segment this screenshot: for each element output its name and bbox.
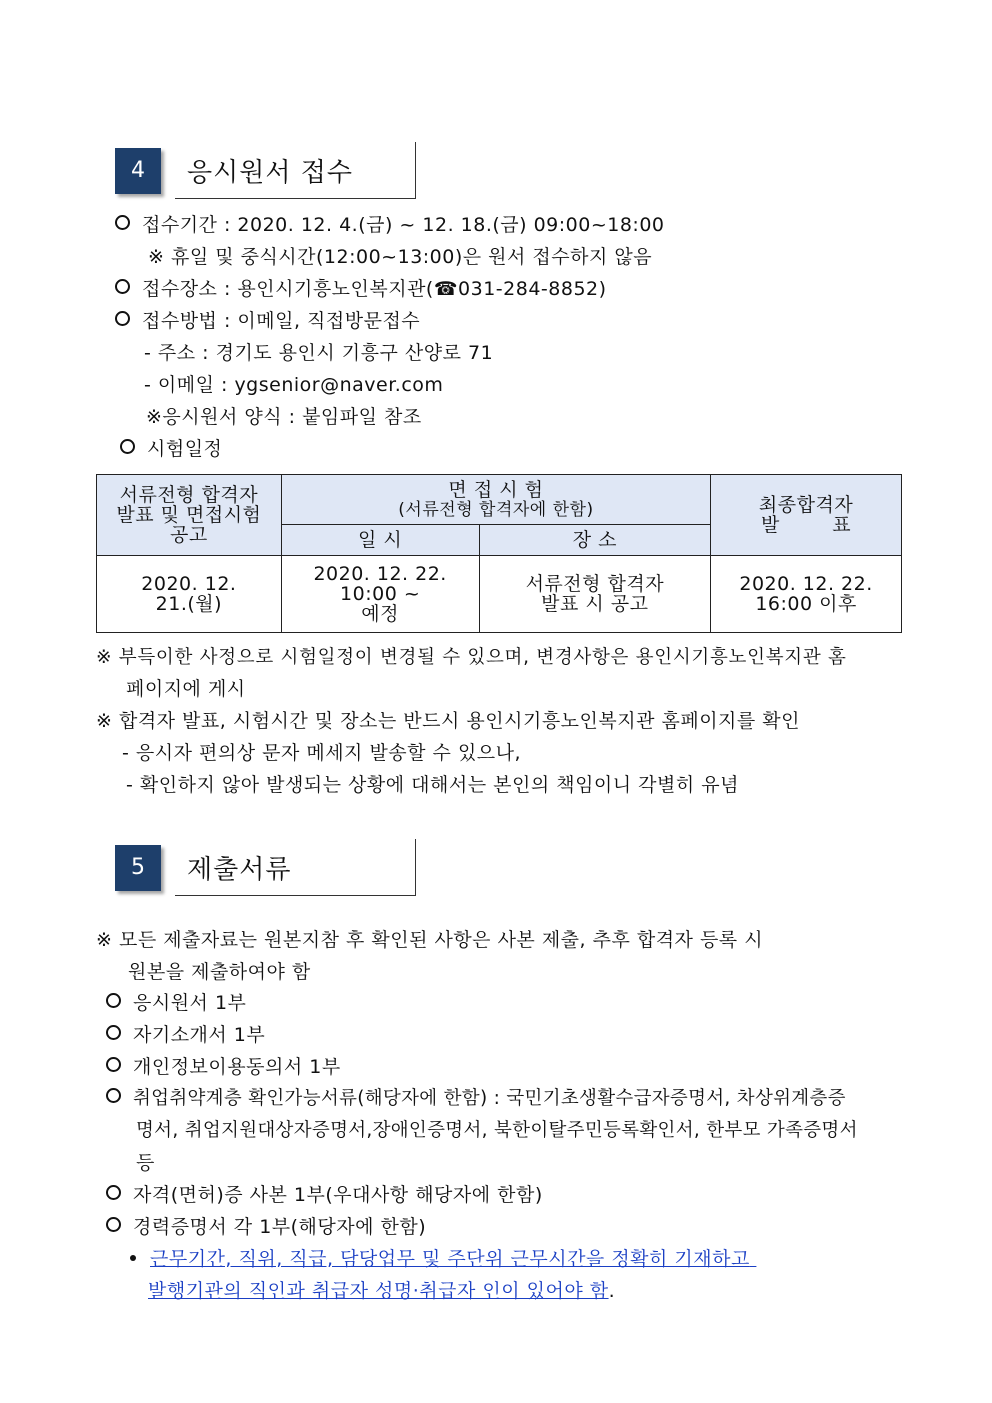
docs-note-line-2: 원본을 제출하여야 함 [128, 961, 311, 983]
doc-item-4-line-2: 명서, 취업지원대상자증명서,장애인증명서, 북한이탈주민등록확인서, 한부모 가족증명서 [136, 1120, 858, 1141]
notice-2: ※ 합격자 발표, 시험시간 및 장소는 반드시 용인시기흥노인복지관 홈페이지를 확인 [96, 710, 800, 732]
schedule-table [96, 474, 902, 633]
section-4-title: 응시원서 접수 [187, 158, 353, 188]
header-interview: 면 접 시 험 (서류전형 합격자에 한함) [281, 475, 710, 525]
circle-bullet-icon [120, 439, 135, 454]
circle-bullet-icon [115, 311, 130, 326]
circle-bullet-icon [106, 993, 121, 1008]
period-note: ※ 휴일 및 중식시간(12:00~13:00)은 원서 접수하지 않음 [148, 246, 653, 268]
schedule-label: 시험일정 [147, 438, 223, 460]
form-note: ※응시원서 양식 : 붙임파일 참조 [146, 406, 422, 428]
circle-bullet-icon [106, 1088, 121, 1103]
section-4-number: 4 [115, 148, 161, 194]
header-final-announce: 최종합격자 발 표 [711, 475, 902, 556]
doc-item-4-line-3: 등 [136, 1152, 155, 1174]
dot-bullet-icon [130, 1255, 136, 1261]
docs-note-line-1: ※ 모든 제출자료는 원본지참 후 확인된 사항은 사본 제출, 추후 합격자 등록 시 [96, 929, 764, 951]
doc-item-4-line-1: 취업취약계층 확인가능서류(해당자에 한함) : 국민기초생활수급자증명서, 차상위계층증 [106, 1084, 846, 1114]
email-line: - 이메일 : ygsenior@naver.com [144, 374, 444, 396]
cell-interview-place: 서류전형 합격자 발표 시 공고 [479, 556, 711, 633]
circle-bullet-icon [106, 1025, 121, 1040]
circle-bullet-icon [106, 1057, 121, 1072]
period-line [115, 210, 665, 240]
method-text: 접수방법 : 이메일, 직접방문접수 [142, 310, 421, 332]
doc-item-2: 자기소개서 1부 [106, 1020, 265, 1050]
place-prefix: 접수장소 : 용인시기흥노인복지관( [142, 278, 434, 300]
doc-item-3: 개인정보이용동의서 1부 [106, 1052, 341, 1082]
circle-bullet-icon [106, 1217, 121, 1232]
circle-bullet-icon [106, 1185, 121, 1200]
place-line [115, 274, 607, 304]
notice-2-b: - 확인하지 않아 발생되는 상황에 대해서는 본인의 책임이니 각별히 유념 [126, 774, 739, 796]
cell-doc-date: 2020. 12. 21.(월) [97, 556, 282, 633]
doc-item-6: 경력증명서 각 1부(해당자에 한함) [106, 1212, 426, 1242]
career-detail-line-2: 발행기관의 직인과 취급자 성명·취급자 인이 있어야 함. [148, 1280, 616, 1302]
header-date: 일 시 [281, 525, 479, 556]
place-phone: 031-284-8852) [458, 278, 607, 300]
cell-final-date: 2020. 12. 22. 16:00 이후 [711, 556, 902, 633]
header-place: 장 소 [479, 525, 711, 556]
section-4-header [115, 148, 425, 200]
section-5-number: 5 [115, 845, 161, 891]
notice-2-a: - 응시자 편의상 문자 메세지 발송할 수 있으나, [122, 742, 522, 764]
method-line [115, 306, 420, 336]
period-text: 접수기간 : 2020. 12. 4.(금) ~ 12. 18.(금) 09:00~18:00 [142, 214, 665, 236]
doc-item-5: 자격(면허)증 사본 1부(우대사항 해당자에 한함) [106, 1180, 543, 1210]
header-doc-announce: 서류전형 합격자 발표 및 면접시험 공고 [97, 475, 282, 556]
schedule-label-line [120, 434, 222, 464]
notice-1-line-2: 페이지에 게시 [126, 678, 246, 700]
section-5-header [115, 845, 425, 897]
circle-bullet-icon [115, 215, 130, 230]
career-detail-line-1: 근무기간, 직위, 직급, 담당업무 및 주단위 근무시간을 정확히 기재하고 [130, 1244, 756, 1274]
circle-bullet-icon [115, 279, 130, 294]
notice-1-line-1: ※ 부득이한 사정으로 시험일정이 변경될 수 있으며, 변경사항은 용인시기흥노인복지관 홈 [96, 647, 847, 668]
cell-interview-date: 2020. 12. 22. 10:00 ~ 예정 [281, 556, 479, 633]
doc-item-1: 응시원서 1부 [106, 988, 246, 1018]
phone-icon: ☎ [433, 278, 459, 300]
section-5-title: 제출서류 [187, 855, 292, 885]
address-line: - 주소 : 경기도 용인시 기흥구 산양로 71 [144, 342, 494, 364]
